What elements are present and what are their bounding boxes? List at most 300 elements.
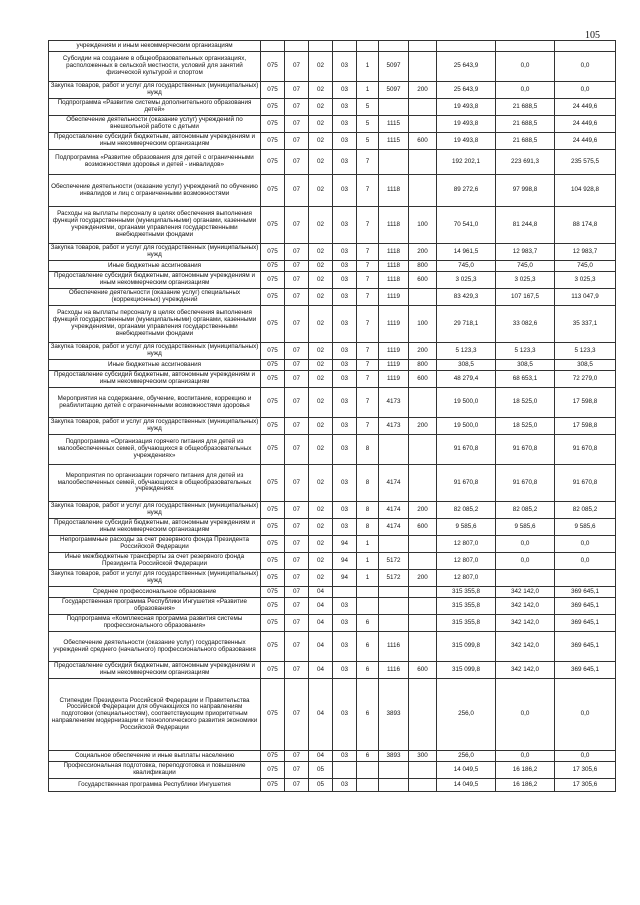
amount-cell: 315 099,8 — [437, 632, 496, 662]
code-cell: 1118 — [379, 272, 409, 289]
code-cell: 03 — [333, 435, 357, 465]
code-cell: 7 — [357, 261, 379, 272]
table-row — [49, 779, 616, 792]
code-cell: 075 — [261, 679, 285, 751]
amount-cell: 91 670,8 — [555, 435, 616, 465]
code-cell — [409, 779, 437, 792]
row-name: Предоставление субсидий бюджетным, автономным учреждениям и иным некоммерческим организациям — [49, 662, 261, 679]
code-cell: 04 — [309, 751, 333, 762]
code-cell: 07 — [285, 679, 309, 751]
code-cell: 075 — [261, 570, 285, 587]
code-cell: 07 — [285, 502, 309, 519]
amount-cell: 91 670,8 — [496, 465, 555, 502]
code-cell: 03 — [333, 598, 357, 615]
amount-cell: 21 688,5 — [496, 133, 555, 150]
code-cell — [379, 536, 409, 553]
code-cell: 03 — [333, 418, 357, 435]
amount-cell: 19 493,8 — [437, 99, 496, 116]
code-cell: 7 — [357, 207, 379, 244]
code-cell: 075 — [261, 371, 285, 388]
code-cell: 075 — [261, 779, 285, 792]
code-cell: 200 — [409, 502, 437, 519]
amount-cell: 0,0 — [555, 82, 616, 99]
code-cell: 075 — [261, 435, 285, 465]
code-cell — [285, 41, 309, 52]
code-cell — [409, 289, 437, 306]
code-cell: 07 — [285, 289, 309, 306]
row-name: Предоставление субсидий бюджетным, автономным учреждениям и иным некоммерческим организациям — [49, 371, 261, 388]
amount-cell: 256,0 — [437, 679, 496, 751]
amount-cell: 342 142,0 — [496, 587, 555, 598]
amount-cell: 83 429,3 — [437, 289, 496, 306]
code-cell — [409, 598, 437, 615]
table-row — [49, 587, 616, 598]
code-cell — [357, 779, 379, 792]
amount-cell — [555, 570, 616, 587]
code-cell: 07 — [285, 553, 309, 570]
amount-cell: 14 049,5 — [437, 779, 496, 792]
table-row — [49, 435, 616, 465]
row-name: Стипендии Президента Российской Федерации и Правительства Российской Федерации для обучающихся по направлениям подготовки (специальностям), соответствующим приоритетным направлениям модернизации и технологического развития экономики Российской Федерации — [49, 679, 261, 751]
table-row — [49, 418, 616, 435]
code-cell — [379, 99, 409, 116]
code-cell: 100 — [409, 306, 437, 343]
row-name: Непрограммные расходы за счет резервного фонда Президента Российской Федерации — [49, 536, 261, 553]
code-cell: 07 — [285, 175, 309, 207]
code-cell: 075 — [261, 360, 285, 371]
amount-cell: 0,0 — [555, 679, 616, 751]
amount-cell: 0,0 — [496, 536, 555, 553]
code-cell — [409, 632, 437, 662]
code-cell: 6 — [357, 615, 379, 632]
amount-cell: 21 688,5 — [496, 116, 555, 133]
row-name: Обеспечение деятельности (оказание услуг) специальных (коррекционных) учреждений — [49, 289, 261, 306]
code-cell: 1 — [357, 570, 379, 587]
amount-cell: 19 493,8 — [437, 116, 496, 133]
code-cell: 04 — [309, 598, 333, 615]
code-cell: 03 — [333, 615, 357, 632]
code-cell: 8 — [357, 435, 379, 465]
amount-cell — [555, 41, 616, 52]
code-cell: 6 — [357, 751, 379, 762]
code-cell: 4173 — [379, 388, 409, 418]
table-row — [49, 536, 616, 553]
code-cell: 03 — [333, 502, 357, 519]
row-name: Подпрограмма «Развитие системы дополнительного образования детей» — [49, 99, 261, 116]
amount-cell: 9 585,6 — [555, 519, 616, 536]
amount-cell: 14 049,5 — [437, 762, 496, 779]
row-name: Иные межбюджетные трансферты за счет резервного фонда Президента Российской Федерации — [49, 553, 261, 570]
code-cell — [357, 587, 379, 598]
code-cell — [333, 587, 357, 598]
amount-cell: 91 670,8 — [555, 465, 616, 502]
code-cell: 07 — [285, 360, 309, 371]
amount-cell: 315 355,8 — [437, 587, 496, 598]
code-cell: 04 — [309, 679, 333, 751]
code-cell: 02 — [309, 175, 333, 207]
code-cell: 075 — [261, 502, 285, 519]
code-cell: 075 — [261, 133, 285, 150]
code-cell: 1119 — [379, 371, 409, 388]
code-cell — [379, 435, 409, 465]
amount-cell: 369 645,1 — [555, 615, 616, 632]
amount-cell: 35 337,1 — [555, 306, 616, 343]
code-cell: 1115 — [379, 116, 409, 133]
row-name: Подпрограмма «Развитие образования для детей с ограниченными возможностями здоровья и детей - инвалидов» — [49, 150, 261, 175]
amount-cell: 24 449,6 — [555, 116, 616, 133]
code-cell: 8 — [357, 519, 379, 536]
amount-cell: 3 025,3 — [496, 272, 555, 289]
code-cell: 03 — [333, 360, 357, 371]
code-cell: 075 — [261, 116, 285, 133]
code-cell — [409, 52, 437, 82]
amount-cell: 369 645,1 — [555, 587, 616, 598]
amount-cell: 192 202,1 — [437, 150, 496, 175]
code-cell — [409, 116, 437, 133]
code-cell: 02 — [309, 536, 333, 553]
amount-cell: 17 598,8 — [555, 418, 616, 435]
code-cell: 02 — [309, 272, 333, 289]
code-cell — [357, 41, 379, 52]
code-cell: 7 — [357, 343, 379, 360]
code-cell: 07 — [285, 272, 309, 289]
code-cell: 5 — [357, 116, 379, 133]
amount-cell: 97 998,8 — [496, 175, 555, 207]
row-name: Обеспечение деятельности (оказание услуг) учреждений по внешкольной работе с детьми — [49, 116, 261, 133]
table-row — [49, 52, 616, 82]
code-cell — [409, 762, 437, 779]
code-cell: 03 — [333, 343, 357, 360]
code-cell: 7 — [357, 272, 379, 289]
code-cell: 07 — [285, 587, 309, 598]
table-row — [49, 751, 616, 762]
code-cell: 03 — [333, 751, 357, 762]
code-cell: 075 — [261, 99, 285, 116]
code-cell: 03 — [333, 662, 357, 679]
code-cell: 07 — [285, 615, 309, 632]
code-cell: 04 — [309, 632, 333, 662]
code-cell — [357, 598, 379, 615]
code-cell: 7 — [357, 289, 379, 306]
code-cell: 075 — [261, 388, 285, 418]
amount-cell: 315 355,8 — [437, 598, 496, 615]
code-cell: 5172 — [379, 570, 409, 587]
code-cell: 075 — [261, 519, 285, 536]
amount-cell: 9 585,6 — [496, 519, 555, 536]
code-cell: 1116 — [379, 662, 409, 679]
code-cell: 075 — [261, 762, 285, 779]
code-cell — [379, 762, 409, 779]
code-cell — [333, 41, 357, 52]
code-cell: 07 — [285, 244, 309, 261]
code-cell: 075 — [261, 662, 285, 679]
code-cell: 07 — [285, 418, 309, 435]
code-cell — [409, 435, 437, 465]
code-cell — [409, 175, 437, 207]
table-row — [49, 679, 616, 751]
table-row — [49, 261, 616, 272]
code-cell: 6 — [357, 679, 379, 751]
code-cell: 03 — [333, 150, 357, 175]
code-cell: 02 — [309, 116, 333, 133]
table-row — [49, 570, 616, 587]
row-name: Закупка товаров, работ и услуг для государственных (муниципальных) нужд — [49, 82, 261, 99]
row-name: Расходы на выплаты персоналу в целях обеспечения выполнения функций государственными (муниципальными) органами, казенными учреждениями, органами управления государственными внебюджетными фондами — [49, 306, 261, 343]
amount-cell: 12 983,7 — [496, 244, 555, 261]
code-cell: 200 — [409, 570, 437, 587]
code-cell: 07 — [285, 306, 309, 343]
table-row — [49, 465, 616, 502]
amount-cell: 29 718,1 — [437, 306, 496, 343]
amount-cell: 25 643,9 — [437, 82, 496, 99]
code-cell: 7 — [357, 150, 379, 175]
table-row — [49, 662, 616, 679]
code-cell: 4173 — [379, 418, 409, 435]
code-cell: 03 — [333, 99, 357, 116]
amount-cell: 9 585,6 — [437, 519, 496, 536]
code-cell: 07 — [285, 779, 309, 792]
code-cell: 1 — [357, 52, 379, 82]
code-cell: 03 — [333, 272, 357, 289]
code-cell: 100 — [409, 207, 437, 244]
row-name: Обеспечение деятельности (оказание услуг) государственных учреждений среднего (начального) профессионального образования — [49, 632, 261, 662]
code-cell — [379, 41, 409, 52]
row-name: Профессиональная подготовка, переподготовка и повышение квалификации — [49, 762, 261, 779]
code-cell: 600 — [409, 272, 437, 289]
amount-cell — [437, 41, 496, 52]
amount-cell: 107 167,5 — [496, 289, 555, 306]
row-name: Государственная программа Республики Ингушетия — [49, 779, 261, 792]
amount-cell: 315 355,8 — [437, 615, 496, 632]
amount-cell: 0,0 — [555, 553, 616, 570]
code-cell: 600 — [409, 371, 437, 388]
row-name: учреждениям и иным некоммерческим организациям — [49, 41, 261, 52]
code-cell: 075 — [261, 175, 285, 207]
code-cell: 02 — [309, 465, 333, 502]
budget-table — [48, 40, 616, 792]
code-cell: 075 — [261, 598, 285, 615]
code-cell: 600 — [409, 133, 437, 150]
code-cell: 02 — [309, 371, 333, 388]
amount-cell: 369 645,1 — [555, 662, 616, 679]
row-name: Социальное обеспечение и иные выплаты населению — [49, 751, 261, 762]
code-cell: 07 — [285, 52, 309, 82]
amount-cell: 745,0 — [496, 261, 555, 272]
table-row — [49, 615, 616, 632]
amount-cell: 5 123,3 — [555, 343, 616, 360]
code-cell: 02 — [309, 133, 333, 150]
amount-cell: 342 142,0 — [496, 662, 555, 679]
amount-cell: 256,0 — [437, 751, 496, 762]
amount-cell: 24 449,6 — [555, 99, 616, 116]
code-cell: 05 — [309, 762, 333, 779]
code-cell: 075 — [261, 207, 285, 244]
code-cell: 075 — [261, 150, 285, 175]
code-cell: 075 — [261, 52, 285, 82]
code-cell: 07 — [285, 570, 309, 587]
amount-cell: 369 645,1 — [555, 598, 616, 615]
row-name: Закупка товаров, работ и услуг для государственных (муниципальных) нужд — [49, 418, 261, 435]
code-cell: 075 — [261, 632, 285, 662]
code-cell: 03 — [333, 779, 357, 792]
code-cell: 075 — [261, 536, 285, 553]
amount-cell: 745,0 — [555, 261, 616, 272]
code-cell: 5097 — [379, 52, 409, 82]
code-cell: 03 — [333, 465, 357, 502]
code-cell: 03 — [333, 52, 357, 82]
code-cell: 800 — [409, 261, 437, 272]
amount-cell: 308,5 — [555, 360, 616, 371]
code-cell: 075 — [261, 418, 285, 435]
amount-cell: 17 305,6 — [555, 762, 616, 779]
table-row — [49, 133, 616, 150]
code-cell: 5172 — [379, 553, 409, 570]
code-cell: 200 — [409, 244, 437, 261]
code-cell: 03 — [333, 261, 357, 272]
amount-cell: 0,0 — [555, 52, 616, 82]
amount-cell: 82 085,2 — [437, 502, 496, 519]
table-row — [49, 519, 616, 536]
table-row — [49, 502, 616, 519]
amount-cell: 315 099,8 — [437, 662, 496, 679]
code-cell — [409, 615, 437, 632]
code-cell: 075 — [261, 272, 285, 289]
code-cell: 07 — [285, 662, 309, 679]
amount-cell: 235 575,5 — [555, 150, 616, 175]
amount-cell: 113 047,9 — [555, 289, 616, 306]
page-number: 105 — [585, 30, 600, 41]
amount-cell: 18 525,0 — [496, 418, 555, 435]
code-cell: 02 — [309, 570, 333, 587]
code-cell: 6 — [357, 632, 379, 662]
code-cell: 1118 — [379, 175, 409, 207]
amount-cell: 17 598,8 — [555, 388, 616, 418]
table-row — [49, 598, 616, 615]
amount-cell: 0,0 — [496, 679, 555, 751]
code-cell: 7 — [357, 360, 379, 371]
code-cell: 075 — [261, 587, 285, 598]
amount-cell: 342 142,0 — [496, 632, 555, 662]
amount-cell: 17 305,6 — [555, 779, 616, 792]
code-cell: 07 — [285, 116, 309, 133]
row-name: Подпрограмма «Организация горячего питания для детей из малообеспеченных семей, обучающихся в общеобразовательных учреждениях» — [49, 435, 261, 465]
code-cell: 075 — [261, 465, 285, 502]
code-cell: 3893 — [379, 679, 409, 751]
code-cell: 07 — [285, 207, 309, 244]
code-cell: 7 — [357, 175, 379, 207]
code-cell — [379, 779, 409, 792]
amount-cell: 25 643,9 — [437, 52, 496, 82]
code-cell: 075 — [261, 553, 285, 570]
amount-cell: 0,0 — [496, 52, 555, 82]
row-name: Закупка товаров, работ и услуг для государственных (муниципальных) нужд — [49, 502, 261, 519]
code-cell: 075 — [261, 343, 285, 360]
code-cell: 6 — [357, 662, 379, 679]
code-cell: 03 — [333, 388, 357, 418]
code-cell: 5 — [357, 133, 379, 150]
code-cell: 3893 — [379, 751, 409, 762]
code-cell: 1119 — [379, 289, 409, 306]
amount-cell: 82 085,2 — [496, 502, 555, 519]
code-cell: 07 — [285, 751, 309, 762]
code-cell: 02 — [309, 52, 333, 82]
code-cell: 1 — [357, 553, 379, 570]
amount-cell: 48 279,4 — [437, 371, 496, 388]
row-name: Закупка товаров, работ и услуг для государственных (муниципальных) нужд — [49, 570, 261, 587]
code-cell: 03 — [333, 306, 357, 343]
code-cell: 03 — [333, 133, 357, 150]
row-name: Подпрограмма «Комплексная программа развития системы профессионального образования» — [49, 615, 261, 632]
code-cell — [379, 598, 409, 615]
amount-cell: 0,0 — [496, 751, 555, 762]
code-cell: 04 — [309, 587, 333, 598]
code-cell: 075 — [261, 82, 285, 99]
code-cell: 94 — [333, 570, 357, 587]
table-row — [49, 207, 616, 244]
code-cell: 02 — [309, 343, 333, 360]
code-cell — [409, 587, 437, 598]
amount-cell: 369 645,1 — [555, 632, 616, 662]
code-cell: 7 — [357, 388, 379, 418]
amount-cell: 91 670,8 — [437, 465, 496, 502]
code-cell: 07 — [285, 82, 309, 99]
amount-cell: 91 670,8 — [437, 435, 496, 465]
code-cell: 02 — [309, 261, 333, 272]
code-cell: 075 — [261, 244, 285, 261]
table-row — [49, 388, 616, 418]
row-name: Предоставление субсидий бюджетным, автономным учреждениям и иным некоммерческим организациям — [49, 272, 261, 289]
table-row — [49, 150, 616, 175]
amount-cell: 21 688,5 — [496, 99, 555, 116]
code-cell: 07 — [285, 371, 309, 388]
row-name: Среднее профессиональное образование — [49, 587, 261, 598]
row-name: Иные бюджетные ассигнования — [49, 261, 261, 272]
code-cell: 02 — [309, 418, 333, 435]
amount-cell: 342 142,0 — [496, 615, 555, 632]
amount-cell: 342 142,0 — [496, 598, 555, 615]
amount-cell: 3 025,3 — [437, 272, 496, 289]
amount-cell: 81 244,8 — [496, 207, 555, 244]
code-cell: 94 — [333, 536, 357, 553]
row-name: Закупка товаров, работ и услуг для государственных (муниципальных) нужд — [49, 343, 261, 360]
code-cell: 600 — [409, 662, 437, 679]
table-row — [49, 306, 616, 343]
amount-cell: 12 983,7 — [555, 244, 616, 261]
table-row — [49, 116, 616, 133]
table-row — [49, 175, 616, 207]
table-row — [49, 343, 616, 360]
code-cell: 075 — [261, 615, 285, 632]
code-cell: 7 — [357, 244, 379, 261]
code-cell: 300 — [409, 751, 437, 762]
table-row — [49, 41, 616, 52]
table-row — [49, 360, 616, 371]
code-cell: 02 — [309, 82, 333, 99]
code-cell: 200 — [409, 82, 437, 99]
code-cell: 07 — [285, 133, 309, 150]
code-cell: 075 — [261, 306, 285, 343]
code-cell: 02 — [309, 207, 333, 244]
code-cell: 07 — [285, 598, 309, 615]
code-cell: 5 — [357, 99, 379, 116]
amount-cell: 88 174,8 — [555, 207, 616, 244]
amount-cell: 91 670,8 — [496, 435, 555, 465]
code-cell: 03 — [333, 207, 357, 244]
amount-cell: 82 085,2 — [555, 502, 616, 519]
amount-cell: 0,0 — [555, 751, 616, 762]
code-cell: 03 — [333, 175, 357, 207]
code-cell — [357, 762, 379, 779]
